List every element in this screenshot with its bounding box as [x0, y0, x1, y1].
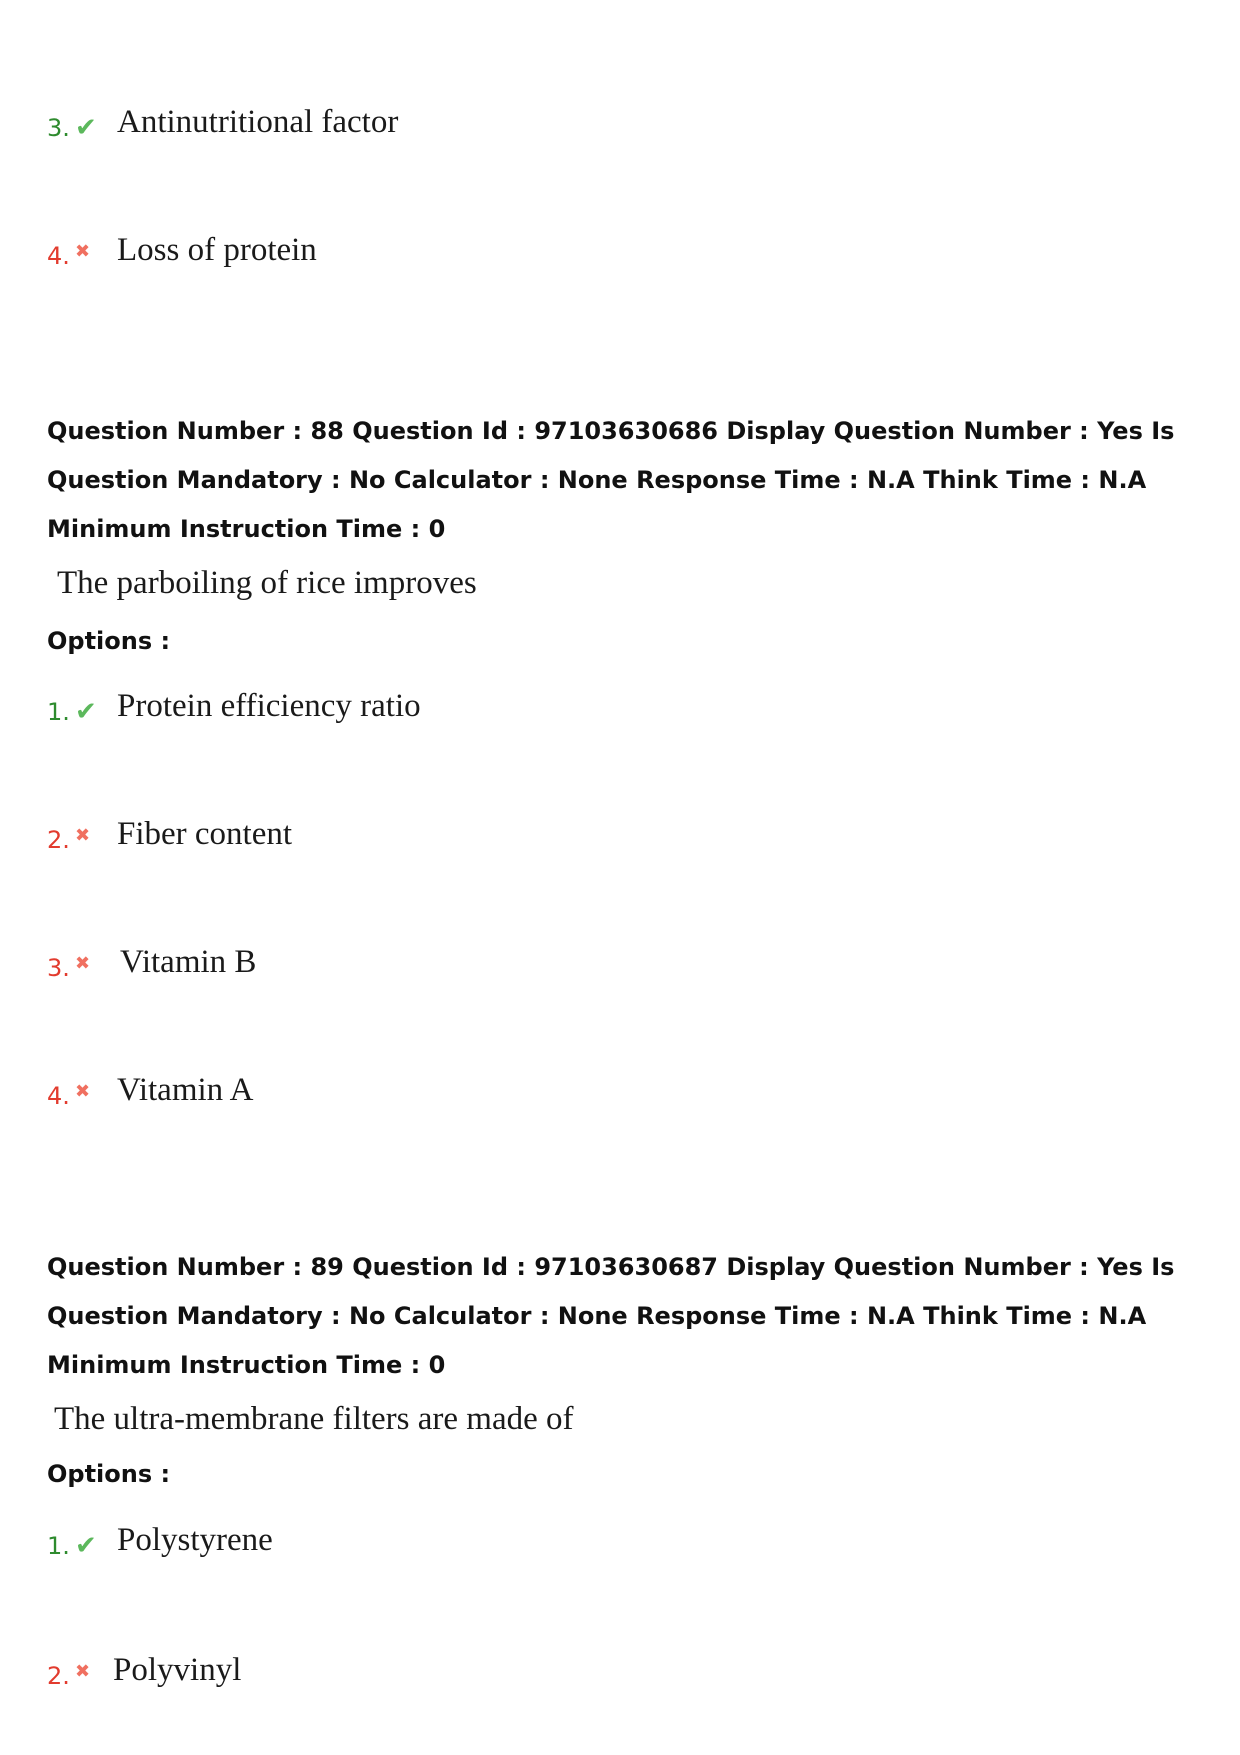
option-item [47, 814, 847, 854]
option-item [47, 942, 847, 982]
option-item [47, 102, 847, 142]
option-text: Polystyrene [117, 1522, 273, 1558]
option-number: 1. [47, 698, 70, 726]
check-icon: ✔ [75, 113, 97, 143]
option-number: 4. [47, 242, 70, 270]
option-text: Loss of protein [117, 232, 317, 268]
option-item [47, 1520, 847, 1560]
option-number: 2. [47, 826, 70, 854]
option-text: Antinutritional factor [117, 104, 399, 140]
cross-icon: ✖ [75, 825, 91, 846]
option-text: Vitamin A [117, 1072, 254, 1108]
cross-icon: ✖ [75, 953, 91, 974]
option-number: 4. [47, 1082, 70, 1110]
cross-icon: ✖ [75, 241, 91, 262]
option-item [47, 1070, 847, 1110]
cross-icon: ✖ [75, 1081, 91, 1102]
check-icon: ✔ [75, 1531, 97, 1561]
option-number: 2. [47, 1662, 70, 1690]
option-text: Protein efficiency ratio [117, 688, 421, 724]
cross-icon: ✖ [75, 1661, 91, 1682]
option-number: 3. [47, 954, 70, 982]
question-meta: Question Number : 89 Question Id : 97103630687 Display Question Number : Yes Is Question Mandatory : No Calculator : None Response Time : N.A Think Time : N.A Minimum Instruction Time : 0 [47, 1253, 1175, 1379]
option-item [47, 686, 847, 726]
option-number: 3. [47, 114, 70, 142]
option-text: Polyvinyl [113, 1652, 242, 1688]
question-meta: Question Number : 88 Question Id : 97103630686 Display Question Number : Yes Is Question Mandatory : No Calculator : None Response Time : N.A Think Time : N.A Minimum Instruction Time : 0 [47, 417, 1175, 543]
question-text: The ultra-membrane filters are made of [54, 1401, 574, 1437]
option-number: 1. [47, 1532, 70, 1560]
options-label: Options : [47, 1460, 171, 1488]
question-text: The parboiling of rice improves [57, 565, 477, 601]
option-text: Fiber content [117, 816, 293, 852]
options-label: Options : [47, 627, 171, 655]
option-item [47, 1650, 847, 1690]
option-item [47, 230, 847, 270]
option-text: Vitamin B [120, 944, 257, 980]
check-icon: ✔ [75, 697, 97, 727]
